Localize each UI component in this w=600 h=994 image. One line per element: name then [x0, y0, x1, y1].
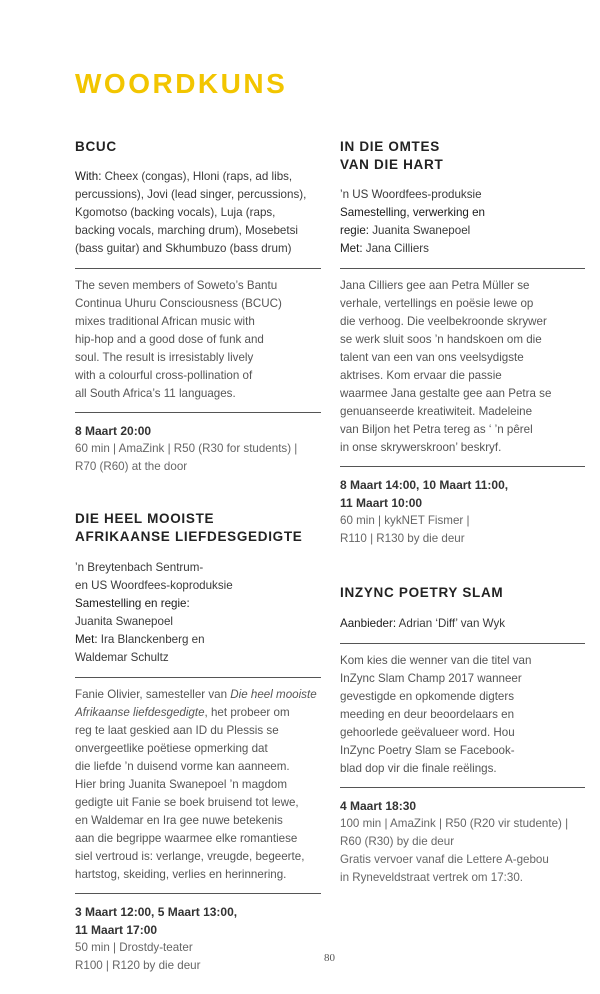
text-line [75, 649, 321, 667]
text-line: R70 (R60) at the door [75, 460, 188, 473]
text-run: Hier bring Juanita Swanepoel ’n magdom [75, 778, 288, 791]
text-line [75, 631, 321, 649]
page-number: 80 [324, 952, 335, 964]
text-run: en Waldemar en Ira gee nuwe betekenis [75, 814, 283, 827]
event-description [75, 277, 321, 403]
text-run: hartstog, skeiding, verlies en herinnering. [75, 868, 287, 881]
text-run: backing vocals, marching drum), Mosebetsi [75, 224, 298, 237]
text-line [75, 222, 321, 240]
text-line: 60 min | AmaZink | R50 (R30 for students) | [75, 442, 298, 455]
text-line [340, 615, 585, 633]
text-line: The seven members of Soweto’s Bantu [75, 279, 278, 292]
text-line [75, 168, 321, 186]
text-line: mixes traditional African music with [75, 315, 255, 328]
text-line: 60 min | kykNET Fismer | [340, 514, 470, 527]
text-line: 50 min | Drostdy-teater [75, 941, 193, 954]
event-credits [340, 186, 585, 258]
text-line [75, 740, 321, 758]
text-line: blad dop vir die finale reëlings. [340, 762, 497, 775]
text-line: IN DIE OMTES [340, 139, 440, 154]
event-description [340, 277, 585, 457]
text-line [75, 577, 321, 595]
text-run: siel vertroud is: verlange, vreugde, begeerte, [75, 850, 305, 863]
event-omtes [340, 138, 585, 548]
text-line: Kom kies die wenner van die titel van [340, 654, 532, 667]
text-line: 4 Maart 18:30 [340, 799, 417, 813]
text-line [340, 222, 585, 240]
text-line: DIE HEEL MOOISTE [75, 511, 215, 526]
field-label: Met: [340, 242, 363, 255]
text-run: (bass guitar) and Skhumbuzo (bass drum) [75, 242, 292, 255]
text-line [340, 186, 585, 204]
text-line [75, 186, 321, 204]
text-line: Jana Cilliers gee aan Petra Müller se [340, 279, 530, 292]
event-info [75, 939, 321, 975]
text-line: R100 | R120 by die deur [75, 959, 201, 972]
field-label: With: [75, 170, 102, 183]
text-line: InZync Slam Champ 2017 wanneer [340, 672, 522, 685]
text-line: waarmee Jana gestalte gee aan Petra se [340, 387, 552, 400]
text-line [75, 848, 321, 866]
text-line: verhale, vertellings en poësie lewe op [340, 297, 534, 310]
text-line: 11 Maart 17:00 [75, 923, 158, 937]
text-line [75, 758, 321, 776]
text-line [75, 704, 321, 722]
event-dates [75, 903, 321, 939]
text-line: Gratis vervoer vanaf die Lettere A-gebou [340, 853, 549, 866]
text-line: AFRIKAANSE LIEFDESGEDIGTE [75, 529, 303, 544]
text-run: die liefde ’n duisend vorme kan aanneem. [75, 760, 290, 773]
divider [340, 787, 585, 788]
text-run: Ira Blanckenberg en [97, 633, 205, 646]
text-line: BCUC [75, 139, 117, 154]
text-run: Die heel mooiste [230, 688, 317, 701]
event-credits [75, 559, 321, 667]
text-run: Waldemar Schultz [75, 651, 169, 664]
text-line: 100 min | AmaZink | R50 (R20 vir studente) | [340, 817, 569, 830]
divider [75, 268, 321, 269]
text-run: Kgomotso (backing vocals), Luja (raps, [75, 206, 276, 219]
text-line [75, 686, 321, 704]
event-description [340, 652, 585, 778]
event-bcuc [75, 138, 321, 476]
text-line [75, 794, 321, 812]
event-dates [340, 797, 585, 815]
event-dates [340, 476, 585, 512]
text-line [75, 776, 321, 794]
text-run: ’n US Woordfees-produksie [340, 188, 482, 201]
field-label: Met: [75, 633, 98, 646]
text-line [340, 204, 585, 222]
divider [340, 466, 585, 467]
right-column [340, 138, 585, 887]
text-line: InZync Poetry Slam se Facebook- [340, 744, 515, 757]
text-run: percussions), Jovi (lead singer, percussions), [75, 188, 307, 201]
event-inzync [340, 584, 585, 887]
text-line [75, 204, 321, 222]
text-line: gehoorlede geëvalueer word. Hou [340, 726, 515, 739]
event-credits [340, 615, 585, 633]
text-line [340, 240, 585, 258]
text-line [75, 812, 321, 830]
text-run: Afrikaanse liefdesgedigte [75, 706, 205, 719]
text-run: Jana Cilliers [362, 242, 429, 255]
event-heading [75, 510, 321, 546]
text-run: Cheex (congas), Hloni (raps, ad libs, [101, 170, 293, 183]
divider [340, 643, 585, 644]
text-run: onvergeetlike poëtiese opmerking dat [75, 742, 268, 755]
event-info [75, 440, 321, 476]
text-line: with a colourful cross-pollination of [75, 369, 253, 382]
text-line: R110 | R130 by die deur [340, 532, 465, 545]
text-line: R60 (R30) by die deur [340, 835, 455, 848]
text-line [75, 595, 321, 613]
event-heading [340, 138, 585, 174]
text-run: Juanita Swanepoel [75, 615, 173, 628]
text-line: 3 Maart 12:00, 5 Maart 13:00, [75, 905, 238, 919]
event-info [340, 815, 585, 887]
text-line: all South Africa’s 11 languages. [75, 387, 236, 400]
text-line: aktrises. Kom ervaar die passie [340, 369, 502, 382]
text-line [75, 830, 321, 848]
text-line: INZYNC POETRY SLAM [340, 585, 504, 600]
text-line: van Biljon het Petra tereg as ‘ ’n pêrel [340, 423, 533, 436]
text-run: reg te laat geskied aan ID du Plessis se [75, 724, 279, 737]
text-line: Continua Uhuru Consciousness (BCUC) [75, 297, 282, 310]
text-line [75, 613, 321, 631]
text-line: gevestigde en opkomende digters [340, 690, 515, 703]
text-run: ’n Breytenbach Sentrum- [75, 561, 204, 574]
text-line: VAN DIE HART [340, 157, 444, 172]
text-line [75, 866, 321, 884]
text-line: soul. The result is irresistably lively [75, 351, 254, 364]
text-line [75, 722, 321, 740]
divider [75, 893, 321, 894]
event-dates [75, 422, 321, 440]
field-label: Samestelling, verwerking en [340, 206, 485, 219]
event-heading [340, 584, 585, 602]
field-label: Aanbieder: [340, 617, 397, 630]
divider [75, 677, 321, 678]
text-line: genuanseerde kreatiwiteit. Madeleine [340, 405, 533, 418]
text-run: Juanita Swanepoel [369, 224, 471, 237]
text-line: meeding en deur beoordelaars en [340, 708, 515, 721]
event-info [340, 512, 585, 548]
event-description [75, 686, 321, 884]
text-line: 11 Maart 10:00 [340, 496, 423, 510]
text-run: aan die begrippe waarmee elke romantiese [75, 832, 298, 845]
event-credits [75, 168, 321, 258]
text-run: , het probeer om [204, 706, 290, 719]
text-line: in onse skrywerskroon’ beskryf. [340, 441, 502, 454]
divider [75, 412, 321, 413]
text-line: in Ryneveldstraat vertrek om 17:30. [340, 871, 524, 884]
text-line: 8 Maart 14:00, 10 Maart 11:00, [340, 478, 509, 492]
text-line: se werk sluit soos ’n handskoen om die [340, 333, 542, 346]
text-run: en US Woordfees-koproduksie [75, 579, 233, 592]
text-line: die verhoog. Die veelbekroonde skrywer [340, 315, 547, 328]
field-label: Samestelling en regie: [75, 597, 190, 610]
field-label: regie: [340, 224, 370, 237]
text-run: gedigte uit Fanie se boek bruisend tot lewe, [75, 796, 299, 809]
left-column [75, 138, 321, 975]
event-liefdesgedigte [75, 510, 321, 975]
text-line: hip-hop and a good dose of funk and [75, 333, 264, 346]
text-line [75, 240, 321, 258]
text-line: 8 Maart 20:00 [75, 424, 152, 438]
text-run: Adrian ‘Diff’ van Wyk [396, 617, 506, 630]
text-line: talent van een van ons veelsydigste [340, 351, 524, 364]
event-heading [75, 138, 321, 156]
page-title: WOORDKUNS [75, 68, 288, 99]
text-run: Fanie Olivier, samesteller van [75, 688, 231, 701]
text-line [75, 559, 321, 577]
divider [340, 268, 585, 269]
